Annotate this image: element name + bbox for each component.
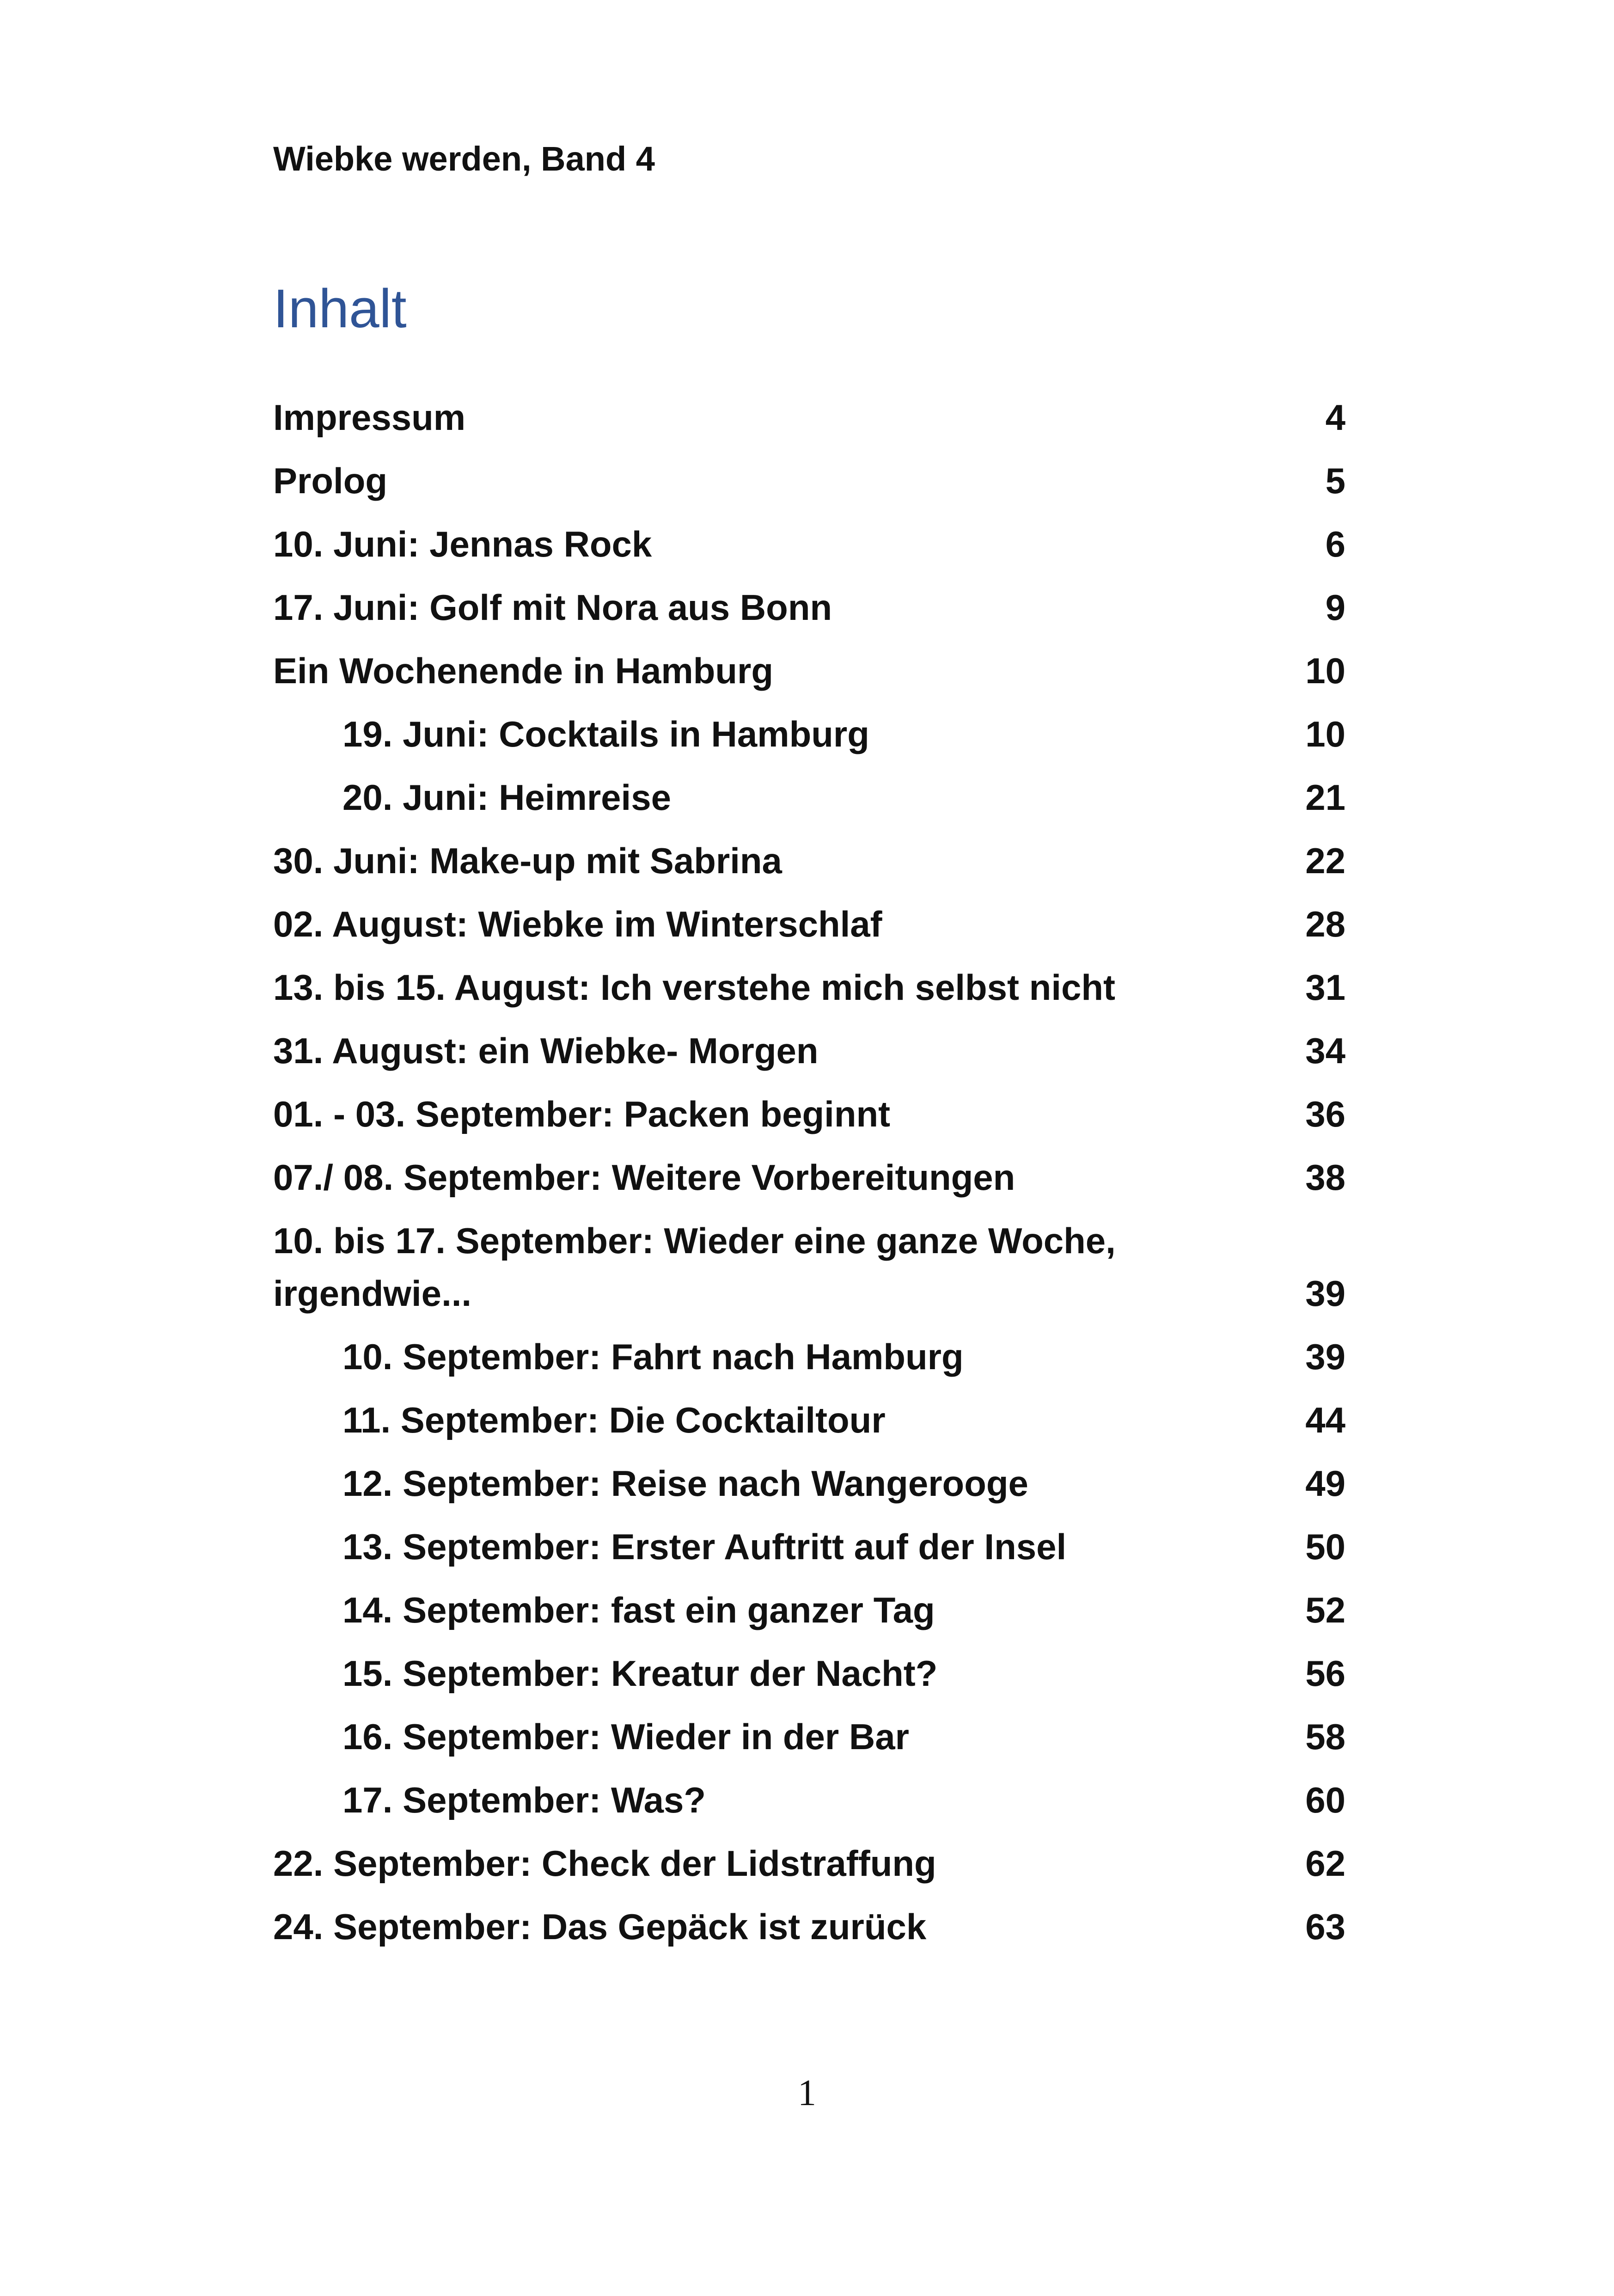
toc-entry[interactable] xyxy=(273,1394,1345,1446)
toc-entry-title: 10. September: Fahrt nach Hamburg xyxy=(342,1336,964,1377)
toc-entry-page-number: 10 xyxy=(1305,650,1345,691)
toc-entry-title: Ein Wochenende in Hamburg xyxy=(273,650,773,691)
toc-entry-title: 17. Juni: Golf mit Nora aus Bonn xyxy=(273,587,832,628)
toc-entry-title: 01. - 03. September: Packen beginnt xyxy=(273,1094,891,1134)
toc-entry-page-number: 39 xyxy=(1305,1273,1345,1314)
toc-entry[interactable] xyxy=(273,1837,1345,1890)
toc-entry-title: Impressum xyxy=(273,397,466,438)
toc-entry-page-number: 52 xyxy=(1305,1590,1345,1630)
toc-entry[interactable] xyxy=(273,518,1345,570)
toc-entry[interactable] xyxy=(273,1520,1345,1573)
toc-entry-title: 24. September: Das Gepäck ist zurück xyxy=(273,1906,927,1947)
toc-entry-page-number: 31 xyxy=(1305,967,1345,1008)
page-number: 1 xyxy=(798,2073,816,2113)
toc-entry-page-number: 21 xyxy=(1305,777,1345,818)
toc-entry-page-number: 44 xyxy=(1305,1400,1345,1440)
toc-entry[interactable] xyxy=(273,771,1345,824)
toc-entry-page-number: 58 xyxy=(1305,1716,1345,1757)
toc-entry-title: 16. September: Wieder in der Bar xyxy=(342,1716,910,1757)
toc-entry-title: 22. September: Check der Lidstraffung xyxy=(273,1843,936,1884)
toc-entry-title: 20. Juni: Heimreise xyxy=(342,777,671,818)
toc-entry[interactable] xyxy=(273,1457,1345,1510)
toc-entry-title: 10. bis 17. September: Wieder eine ganze Woche, irgendwie... xyxy=(273,1220,1116,1314)
toc-entry[interactable] xyxy=(273,454,1345,507)
toc-entry-title: Prolog xyxy=(273,460,387,501)
toc-entry[interactable] xyxy=(273,391,1345,444)
toc-entry[interactable] xyxy=(273,1024,1345,1077)
toc-entry-title: 17. September: Was? xyxy=(342,1780,706,1820)
toc-entry-title: 19. Juni: Cocktails in Hamburg xyxy=(342,714,869,754)
toc-entry[interactable] xyxy=(273,1088,1345,1140)
toc-entry-title: 15. September: Kreatur der Nacht? xyxy=(342,1653,938,1694)
toc-entry-title: 31. August: ein Wiebke- Morgen xyxy=(273,1030,819,1071)
toc-entry-page-number: 6 xyxy=(1325,524,1345,564)
toc-entry-page-number: 4 xyxy=(1325,397,1345,438)
toc-entry-title: 10. Juni: Jennas Rock xyxy=(273,524,652,564)
toc-entry-page-number: 10 xyxy=(1305,714,1345,754)
toc-entry-title: 07./ 08. September: Weitere Vorbereitungen xyxy=(273,1157,1015,1198)
toc-entry-page-number: 22 xyxy=(1305,840,1345,881)
toc-entry[interactable] xyxy=(273,1900,1345,1953)
toc-entry-page-number: 56 xyxy=(1305,1653,1345,1694)
toc-entry[interactable] xyxy=(273,1710,1345,1763)
toc-entry-page-number: 36 xyxy=(1305,1094,1345,1134)
toc-entry[interactable] xyxy=(273,644,1345,697)
toc-entry-page-number: 39 xyxy=(1305,1336,1345,1377)
toc-entry[interactable] xyxy=(273,1584,1345,1636)
toc-entry-title: 30. Juni: Make-up mit Sabrina xyxy=(273,840,782,881)
toc-entry-title: 02. August: Wiebke im Winterschlaf xyxy=(273,904,882,944)
toc-entry-page-number: 49 xyxy=(1305,1463,1345,1504)
book-title: Wiebke werden, Band 4 xyxy=(273,140,655,178)
toc-heading: Inhalt xyxy=(273,278,407,339)
toc-entry-page-number: 50 xyxy=(1305,1526,1345,1567)
toc-entry-page-number: 62 xyxy=(1305,1843,1345,1884)
toc-entry[interactable] xyxy=(273,581,1345,634)
toc-entry-page-number: 5 xyxy=(1325,460,1345,501)
toc-entry-page-number: 60 xyxy=(1305,1780,1345,1820)
toc-entry-page-number: 34 xyxy=(1305,1030,1345,1071)
toc-entry[interactable] xyxy=(273,1151,1345,1204)
toc-entry-page-number: 28 xyxy=(1305,904,1345,944)
toc-entry[interactable] xyxy=(273,961,1345,1014)
table-of-contents xyxy=(273,391,1345,1964)
toc-entry-title: 14. September: fast ein ganzer Tag xyxy=(342,1590,935,1630)
toc-entry[interactable] xyxy=(273,708,1345,760)
toc-entry-title: 12. September: Reise nach Wangerooge xyxy=(342,1463,1028,1504)
toc-entry[interactable] xyxy=(273,1330,1345,1383)
toc-entry[interactable] xyxy=(273,898,1345,950)
toc-entry[interactable] xyxy=(273,1214,1345,1320)
toc-entry[interactable] xyxy=(273,834,1345,887)
toc-entry-title: 13. September: Erster Auftritt auf der Insel xyxy=(342,1526,1067,1567)
toc-entry[interactable] xyxy=(273,1647,1345,1700)
toc-entry-title: 13. bis 15. August: Ich verstehe mich selbst nicht xyxy=(273,967,1115,1008)
toc-entry-page-number: 9 xyxy=(1325,587,1345,628)
toc-entry-title: 11. September: Die Cocktailtour xyxy=(342,1400,886,1440)
toc-entry[interactable] xyxy=(273,1774,1345,1826)
toc-entry-page-number: 38 xyxy=(1305,1157,1345,1198)
toc-entry-page-number: 63 xyxy=(1305,1906,1345,1947)
